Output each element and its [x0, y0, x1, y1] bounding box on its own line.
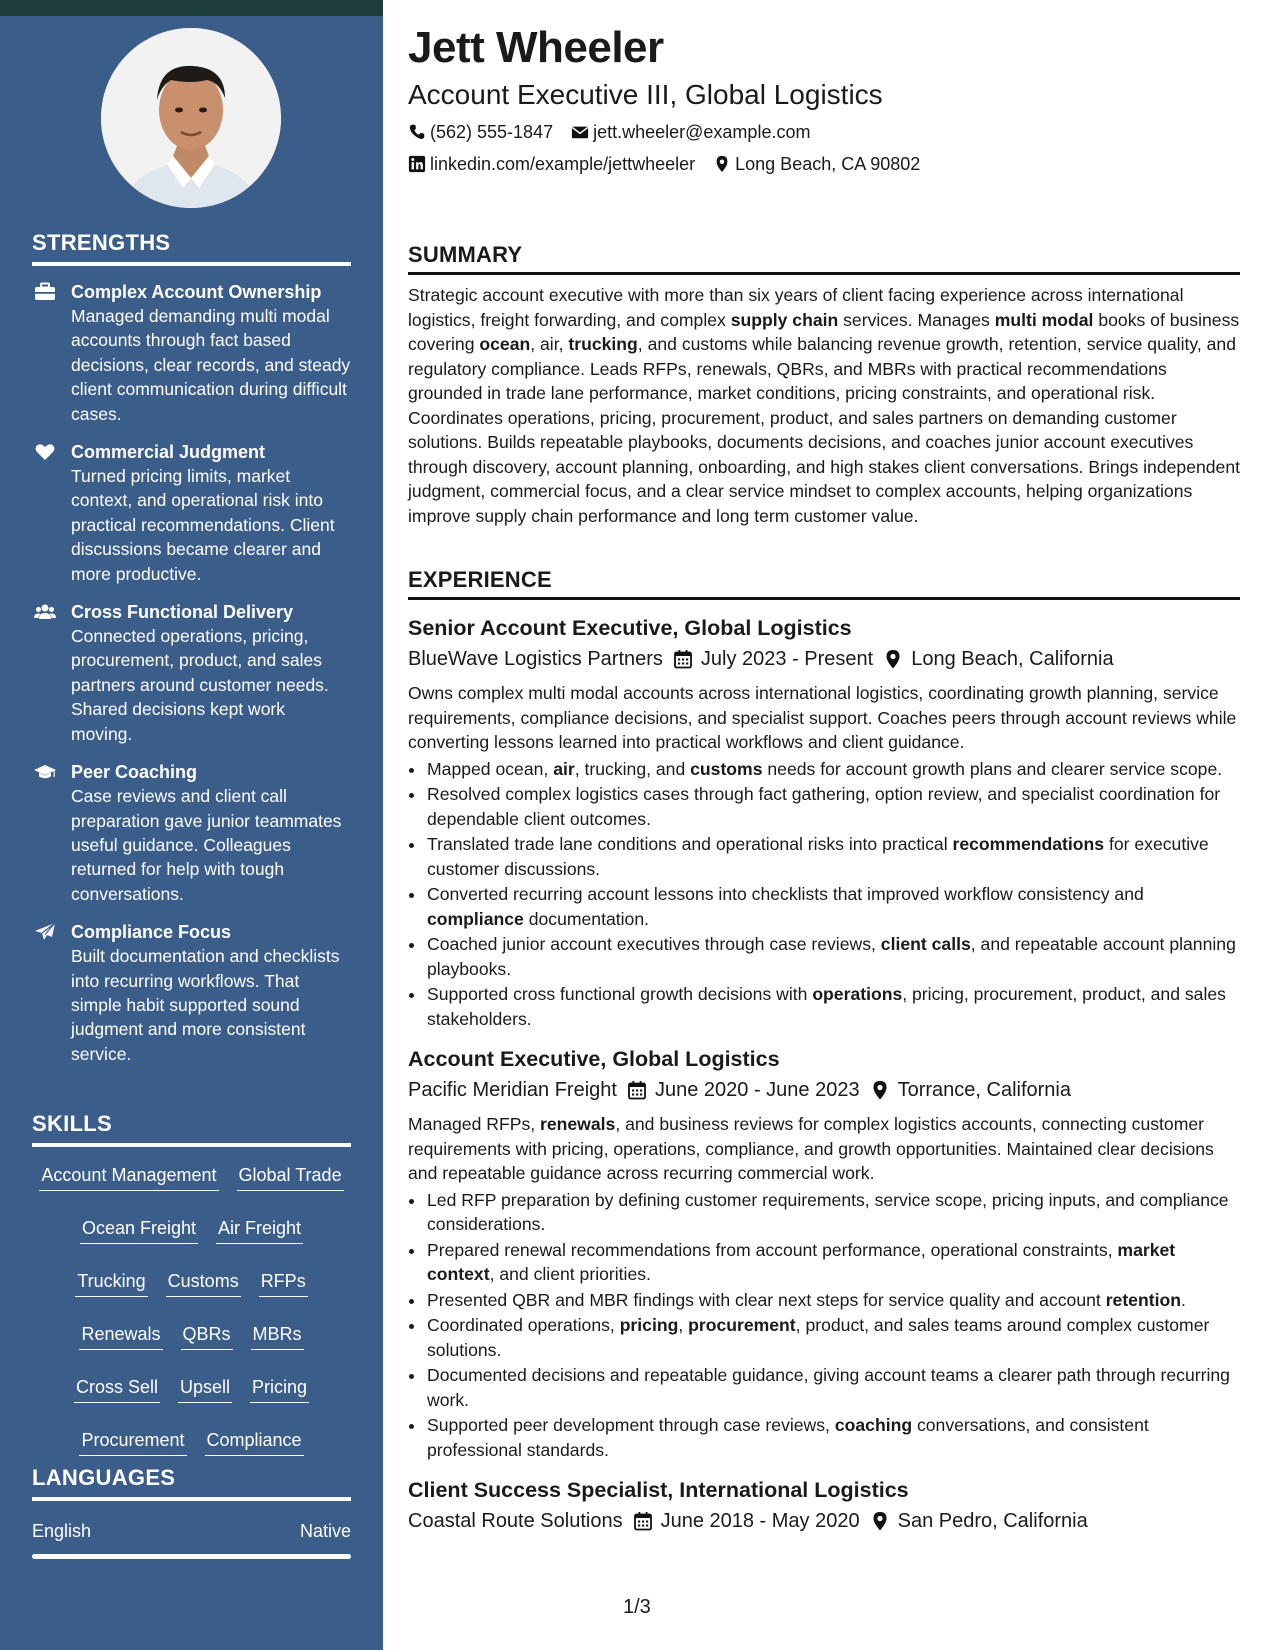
- linkedin-text[interactable]: linkedin.com/example/jettwheeler: [430, 154, 696, 174]
- strength-title: Peer Coaching: [71, 762, 198, 783]
- company-name: BlueWave Logistics Partners: [408, 648, 663, 670]
- company-name: Pacific Meridian Freight: [408, 1079, 617, 1101]
- strength-description: Built documentation and checklists into recurring workflows. That simple habit supported sound judgment and more consistent service.: [71, 946, 340, 1064]
- skill-tag: Procurement: [79, 1428, 186, 1456]
- skill-tag: Compliance: [205, 1428, 304, 1456]
- calendar-icon: [633, 1511, 653, 1531]
- strength-item: [32, 440, 351, 586]
- experience-heading: EXPERIENCE: [408, 567, 1240, 600]
- skill-tag: MBRs: [251, 1322, 304, 1350]
- page-number: 1/3: [623, 1596, 651, 1618]
- language-name: English: [32, 1521, 92, 1541]
- skill-row: [32, 1208, 351, 1261]
- strength-title: Compliance Focus: [71, 922, 232, 943]
- skill-tag: Upsell: [178, 1375, 232, 1403]
- job-bullet: • Translated trade lane conditions and operational risks into practical recommendations for executive customer discussions.: [426, 832, 1240, 881]
- skill-tag: QBRs: [181, 1322, 233, 1350]
- job-location-text: Torrance, California: [897, 1079, 1071, 1101]
- location: [713, 152, 920, 176]
- strength-item: [32, 600, 351, 746]
- languages-section: [32, 1465, 351, 1559]
- strength-title: Complex Account Ownership: [71, 282, 322, 302]
- job-entry: [408, 1045, 1240, 1462]
- candidate-name: Jett Wheeler: [408, 23, 664, 72]
- skills-grid: [32, 1155, 351, 1473]
- graduation-cap-icon: [34, 762, 56, 782]
- job-location: [870, 1076, 1071, 1104]
- skill-tag: Account Management: [39, 1163, 218, 1191]
- skill-tag: RFPs: [259, 1269, 308, 1297]
- strengths-section: [32, 230, 351, 1066]
- job-location-text: Long Beach, California: [911, 648, 1114, 670]
- job-bullets: [408, 757, 1240, 1032]
- job-bullet: • Converted recurring account lessons into checklists that improved workflow consistency and compliance documentation.: [426, 882, 1240, 931]
- envelope-icon: [571, 123, 589, 141]
- language-row: [32, 1521, 351, 1542]
- job-bullet: • Documented decisions and repeatable guidance, giving account teams a clearer path through recurring work.: [426, 1363, 1240, 1412]
- contact-line-2: [408, 152, 1240, 176]
- skills-heading: SKILLS: [32, 1111, 351, 1147]
- company-name: Coastal Route Solutions: [408, 1510, 623, 1532]
- linkedin[interactable]: [408, 152, 695, 176]
- strength-item: [32, 920, 351, 1066]
- users-icon: [34, 602, 56, 622]
- experience-section: [408, 567, 1240, 1535]
- phone-icon: [408, 123, 426, 141]
- job-bullet: • Resolved complex logistics cases through fact gathering, option review, and specialist coordination for dependable client outcomes.: [426, 782, 1240, 831]
- map-marker-icon: [870, 1080, 890, 1100]
- header: [408, 20, 1240, 176]
- job-title: Account Executive, Global Logistics: [408, 1047, 780, 1071]
- languages-heading: LANGUAGES: [32, 1465, 351, 1501]
- map-marker-icon: [870, 1511, 890, 1531]
- skill-tag: Customs: [166, 1269, 241, 1297]
- map-marker-icon: [883, 649, 903, 669]
- job-bullets: [408, 1188, 1240, 1463]
- email[interactable]: [571, 120, 810, 144]
- skill-row: [32, 1367, 351, 1420]
- job-description: Managed RFPs, renewals, and business reviews for complex logistics accounts, connecting customer requirements with pricing, operations, compliance, and growth opportunities. Maintained clear decisions and repeatable guidance across recurring commercial work.: [408, 1114, 1214, 1183]
- jobs-list: [408, 614, 1240, 1535]
- job-title: Senior Account Executive, Global Logistics: [408, 616, 852, 640]
- linkedin-icon: [408, 155, 426, 173]
- location-text: Long Beach, CA 90802: [735, 154, 921, 174]
- summary-heading: SUMMARY: [408, 242, 1240, 275]
- skill-tag: Pricing: [250, 1375, 309, 1403]
- language-proficiency-bar: [32, 1554, 351, 1559]
- job-meta: [408, 1076, 1240, 1104]
- job-entry: [408, 1476, 1240, 1535]
- skill-row: [32, 1314, 351, 1367]
- strength-item: [32, 280, 351, 426]
- skill-tag: Cross Sell: [74, 1375, 160, 1403]
- skill-row: [32, 1261, 351, 1314]
- calendar-icon: [673, 649, 693, 669]
- job-meta: [408, 645, 1240, 673]
- sidebar: [0, 0, 383, 1650]
- summary-text: Strategic account executive with more than six years of client facing experience across international logistics, freight forwarding, and complex supply chain services. Manages multi modal books of business covering ocean, air, trucking, and customs while balancing revenue growth, retention, service quality, and regulatory compliance. Leads RFPs, renewals, QBRs, and MBRs with practical recommendations grounded in trade lane performance, market conditions, pricing constraints, and operational risk. Coordinates operations, pricing, procurement, product, and sales partners on demanding customer solutions. Builds repeatable playbooks, documents decisions, and coaches junior account executives through discovery, account planning, onboarding, and high stakes client conversations. Brings independent judgment, commercial focus, and a clear service mindset to complex accounts, helping organizations improve supply chain performance and long term customer value.: [408, 285, 1241, 526]
- profile-photo: [101, 28, 281, 208]
- strength-item: [32, 760, 351, 906]
- job-dates: [673, 645, 873, 673]
- job-bullet: • Coached junior account executives through case reviews, client calls, and repeatable account planning playbooks.: [426, 932, 1240, 981]
- strength-title: Cross Functional Delivery: [71, 602, 294, 623]
- strength-description: Case reviews and client call preparation gave junior teammates useful guidance. Colleagues returned for help with tough conversations.: [71, 786, 342, 904]
- heart-icon: [34, 442, 56, 462]
- job-location: [883, 645, 1113, 673]
- job-bullet: • Mapped ocean, air, trucking, and customs needs for account growth plans and clearer service scope.: [426, 757, 1240, 782]
- briefcase-icon: [34, 282, 56, 302]
- job-dates-text: June 2018 - May 2020: [660, 1510, 860, 1532]
- job-bullet: • Led RFP preparation by defining customer requirements, service scope, pricing inputs, and compliance considerations.: [426, 1188, 1240, 1237]
- calendar-icon: [627, 1080, 647, 1100]
- job-dates: [633, 1507, 860, 1535]
- language-level: Native: [299, 1521, 351, 1541]
- candidate-title: Account Executive III, Global Logistics: [408, 79, 883, 110]
- job-title: Client Success Specialist, International Logistics: [408, 1478, 909, 1502]
- map-marker-icon: [713, 155, 731, 173]
- strength-description: Turned pricing limits, market context, and operational risk into practical recommendations. Client discussions became clearer and more productive.: [71, 466, 335, 584]
- job-bullet: • Presented QBR and MBR findings with clear next steps for service quality and account retention.: [426, 1288, 1240, 1313]
- job-bullet: • Prepared renewal recommendations from account performance, operational constraints, market context, and client priorities.: [426, 1238, 1240, 1287]
- job-meta: [408, 1507, 1240, 1535]
- paper-plane-icon: [34, 922, 56, 942]
- strength-title: Commercial Judgment: [71, 442, 266, 463]
- strength-description: Managed demanding multi modal accounts through fact based decisions, clear records, and steady client communication during difficult cases.: [71, 306, 351, 424]
- job-bullet: • Supported cross functional growth decisions with operations, pricing, procurement, product, and sales stakeholders.: [426, 982, 1240, 1031]
- job-location-text: San Pedro, California: [897, 1510, 1088, 1532]
- job-entry: [408, 614, 1240, 1031]
- skill-tag: Trucking: [75, 1269, 147, 1297]
- summary-section: [408, 242, 1240, 528]
- email-text[interactable]: jett.wheeler@example.com: [593, 122, 811, 142]
- skill-tag: Renewals: [79, 1322, 162, 1350]
- skills-section: [32, 1111, 351, 1473]
- phone-text: (562) 555-1847: [430, 122, 554, 142]
- strength-description: Connected operations, pricing, procurement, product, and sales partners around customer needs. Shared decisions kept work moving.: [71, 626, 329, 744]
- job-dates: [627, 1076, 860, 1104]
- contact-line-1: [408, 120, 1240, 144]
- skill-tag: Global Trade: [237, 1163, 344, 1191]
- skill-tag: Air Freight: [216, 1216, 303, 1244]
- job-dates-text: July 2023 - Present: [700, 648, 874, 670]
- job-location: [870, 1507, 1088, 1535]
- phone: [408, 120, 553, 144]
- job-description: Owns complex multi modal accounts across international logistics, coordinating growth planning, service requirements, compliance decisions, and specialist support. Coaches peers through account reviews while converting lessons learned into practical workflows and client guidance.: [408, 683, 1237, 752]
- job-bullet: • Supported peer development through case reviews, coaching conversations, and consistent professional standards.: [426, 1413, 1240, 1462]
- job-bullet: • Coordinated operations, pricing, procurement, product, and sales teams around complex customer solutions.: [426, 1313, 1240, 1362]
- sidebar-top-bar: [0, 0, 383, 16]
- skill-row: [32, 1155, 351, 1208]
- strengths-list: [32, 280, 351, 1066]
- job-dates-text: June 2020 - June 2023: [654, 1079, 860, 1101]
- strengths-heading: STRENGTHS: [32, 230, 351, 266]
- skill-tag: Ocean Freight: [80, 1216, 198, 1244]
